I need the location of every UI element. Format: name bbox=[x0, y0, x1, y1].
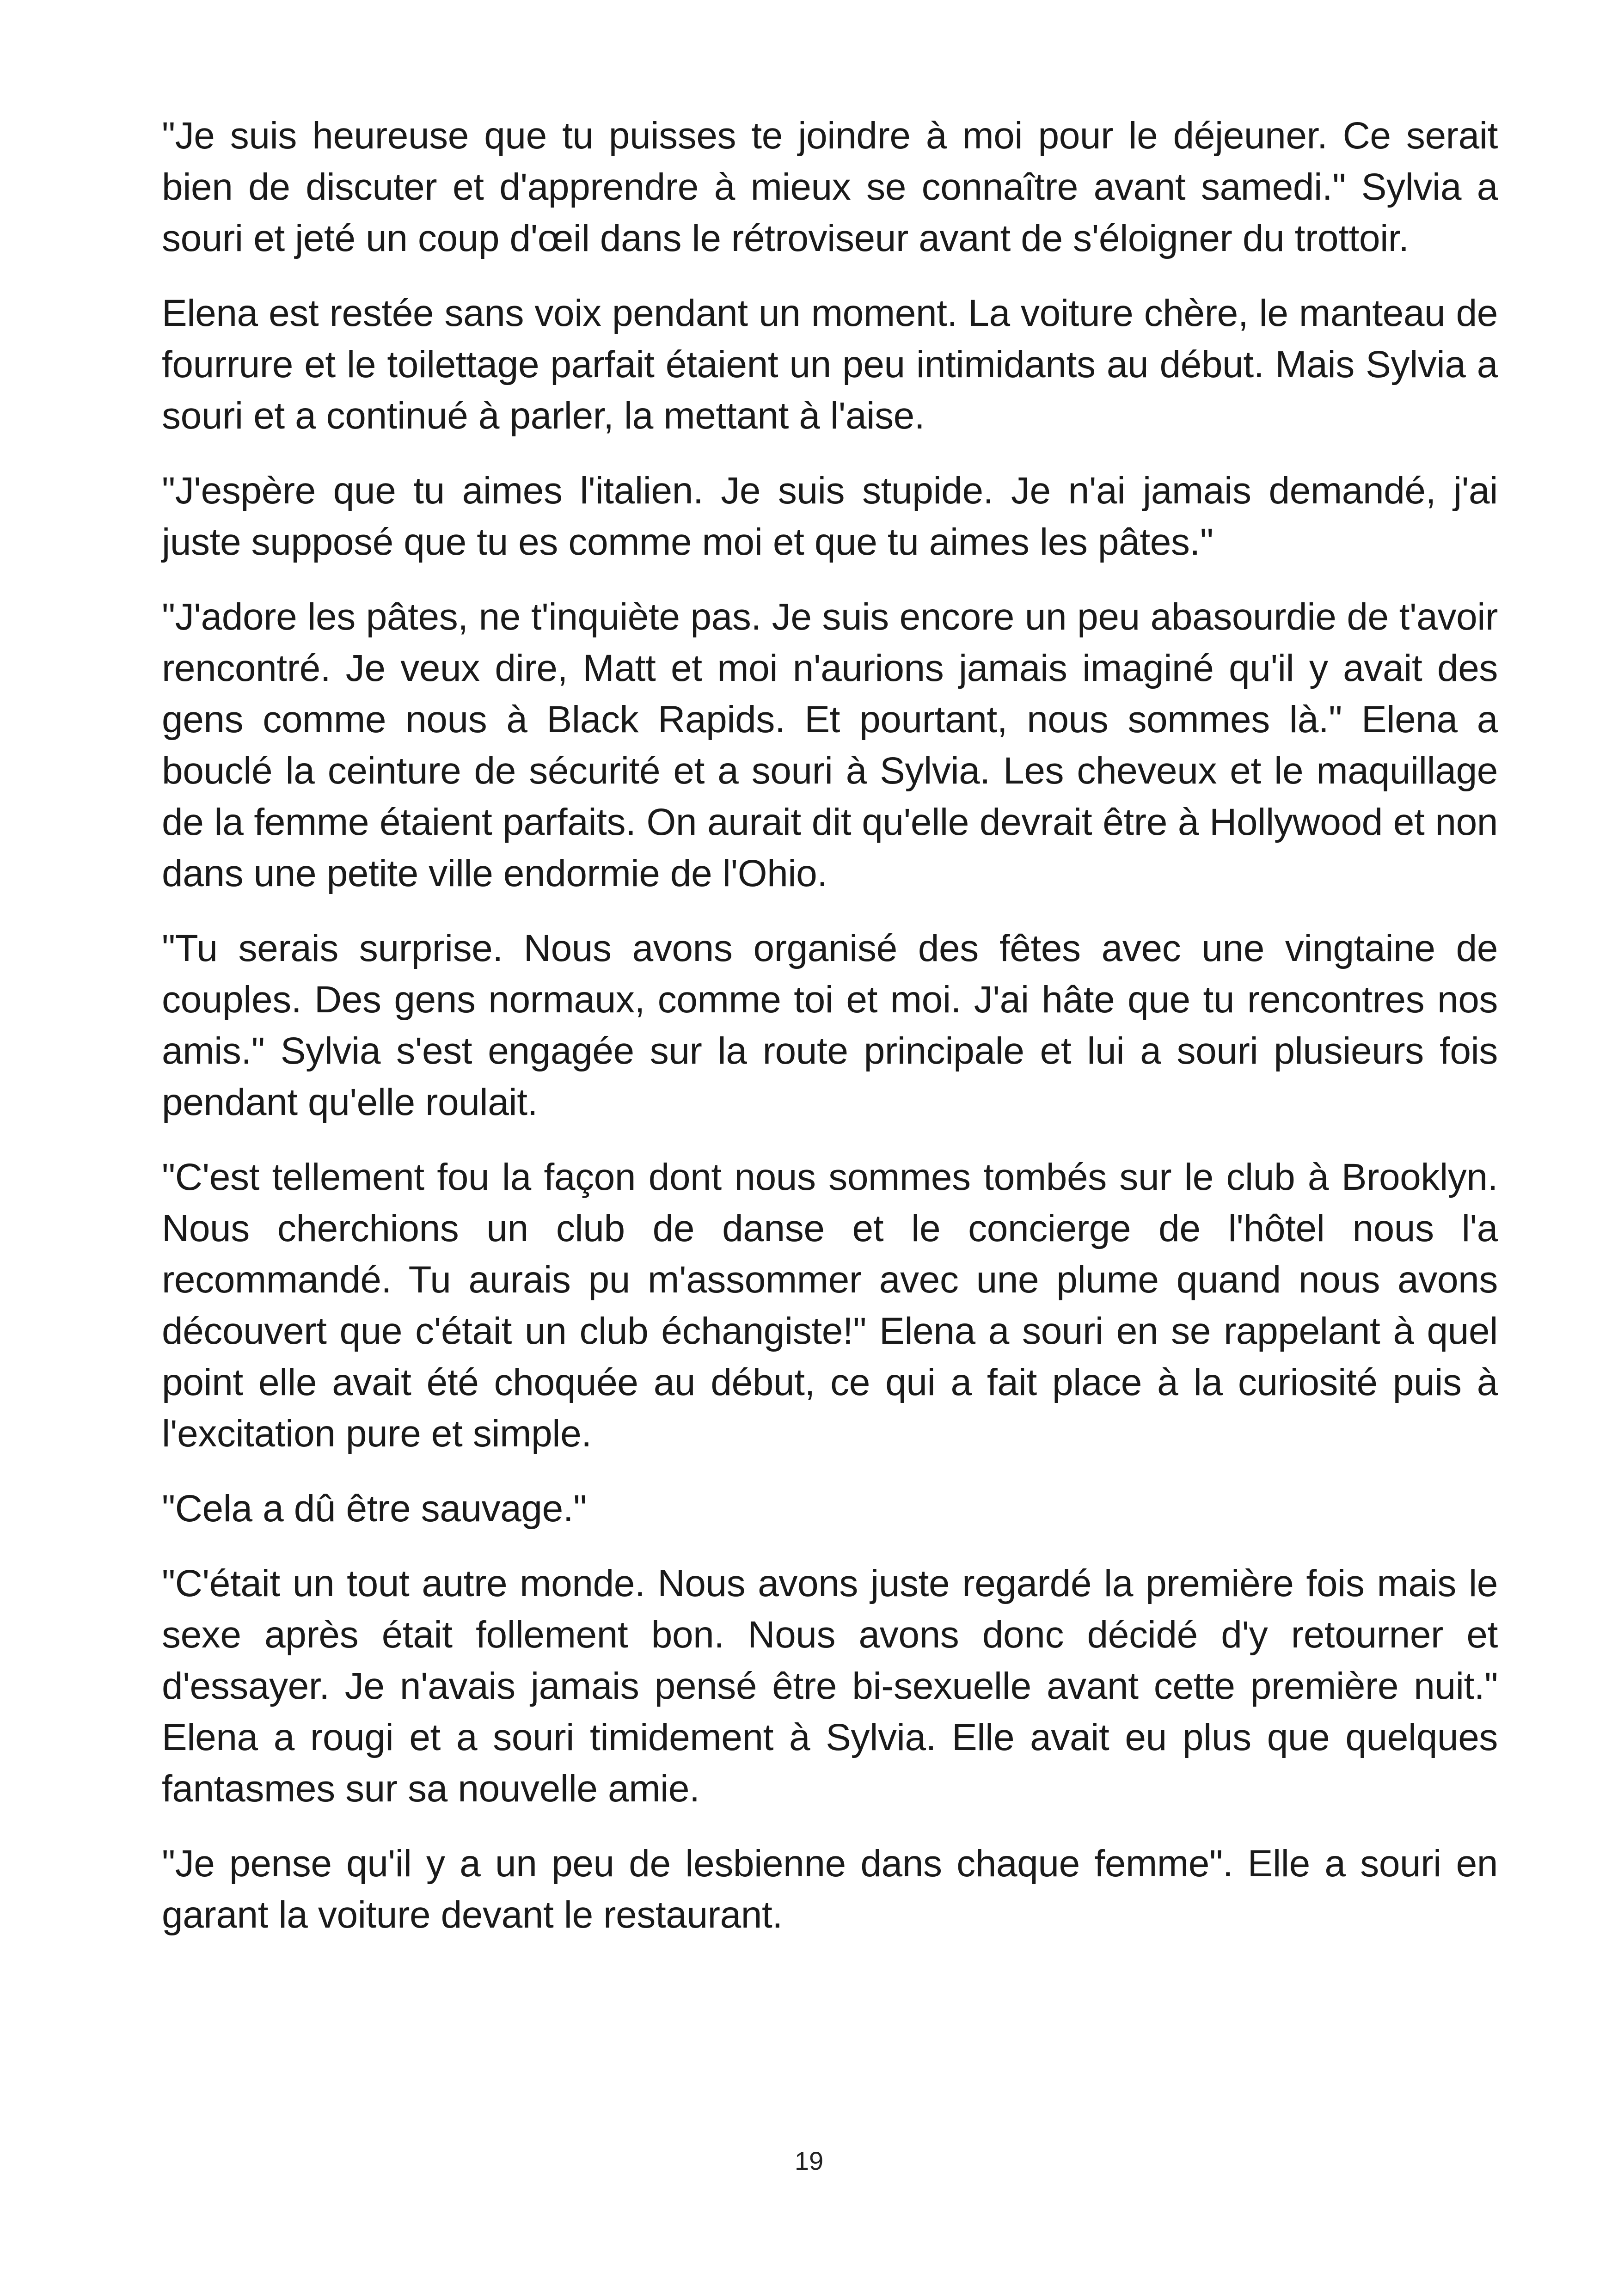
paragraph: "Je pense qu'il y a un peu de lesbienne dans chaque femme". Elle a souri en garant la voiture devant le restaurant. bbox=[162, 1843, 1498, 1936]
paragraph: "J'espère que tu aimes l'italien. Je suis stupide. Je n'ai jamais demandé, j'ai juste supposé que tu es comme moi et que tu aimes les pâtes." bbox=[162, 470, 1498, 563]
paragraph: "J'adore les pâtes, ne t'inquiète pas. Je suis encore un peu abasourdie de t'avoir rencontré. Je veux dire, Matt et moi n'aurions jamais imaginé qu'il y avait des gens comme nous à Black Rapids. Et pourtant, nous sommes là." Elena a bouclé la ceinture de sécurité et a souri à Sylvia. Les cheveux et le maquillage de la femme étaient parfaits. On aurait dit qu'elle devrait être à Hollywood et non dans une petite ville endormie de l'Ohio. bbox=[162, 596, 1498, 894]
paragraph: "Cela a dû être sauvage." bbox=[162, 1488, 587, 1530]
paragraph: "Tu serais surprise. Nous avons organisé des fêtes avec une vingtaine de couples. Des gens normaux, comme toi et moi. J'ai hâte que tu rencontres nos amis." Sylvia s'est engagée sur la route principale et lui a souri plusieurs fois pendant qu'elle roulait. bbox=[162, 927, 1498, 1123]
paragraph: "C'était un tout autre monde. Nous avons juste regardé la première fois mais le sexe après était follement bon. Nous avons donc décidé d'y retourner et d'essayer. Je n'avais jamais pensé être bi-sexuelle avant cette première nuit." Elena a rougi et a souri timidement à Sylvia. Elle avait eu plus que quelques fantasmes sur sa nouvelle amie. bbox=[162, 1562, 1498, 1810]
paragraph: "C'est tellement fou la façon dont nous sommes tombés sur le club à Brooklyn. Nous cherchions un club de danse et le concierge de l'hôtel nous l'a recommandé. Tu aurais pu m'assommer avec une plume quand nous avons découvert que c'était un club échangiste!" Elena a souri en se rappelant à quel point elle avait été choquée au début, ce qui a fait place à la curiosité puis à l'excitation pure et simple. bbox=[162, 1156, 1498, 1455]
text-body bbox=[162, 110, 1498, 1964]
page-number: 19 bbox=[794, 2146, 824, 2175]
paragraph: Elena est restée sans voix pendant un moment. La voiture chère, le manteau de fourrure et le toilettage parfait étaient un peu intimidants au début. Mais Sylvia a souri et a continué à parler, la mettant à l'aise. bbox=[162, 292, 1498, 437]
paragraph: "Je suis heureuse que tu puisses te joindre à moi pour le déjeuner. Ce serait bien de discuter et d'apprendre à mieux se connaître avant samedi." Sylvia a souri et jeté un coup d'œil dans le rétroviseur avant de s'éloigner du trottoir. bbox=[162, 115, 1498, 259]
